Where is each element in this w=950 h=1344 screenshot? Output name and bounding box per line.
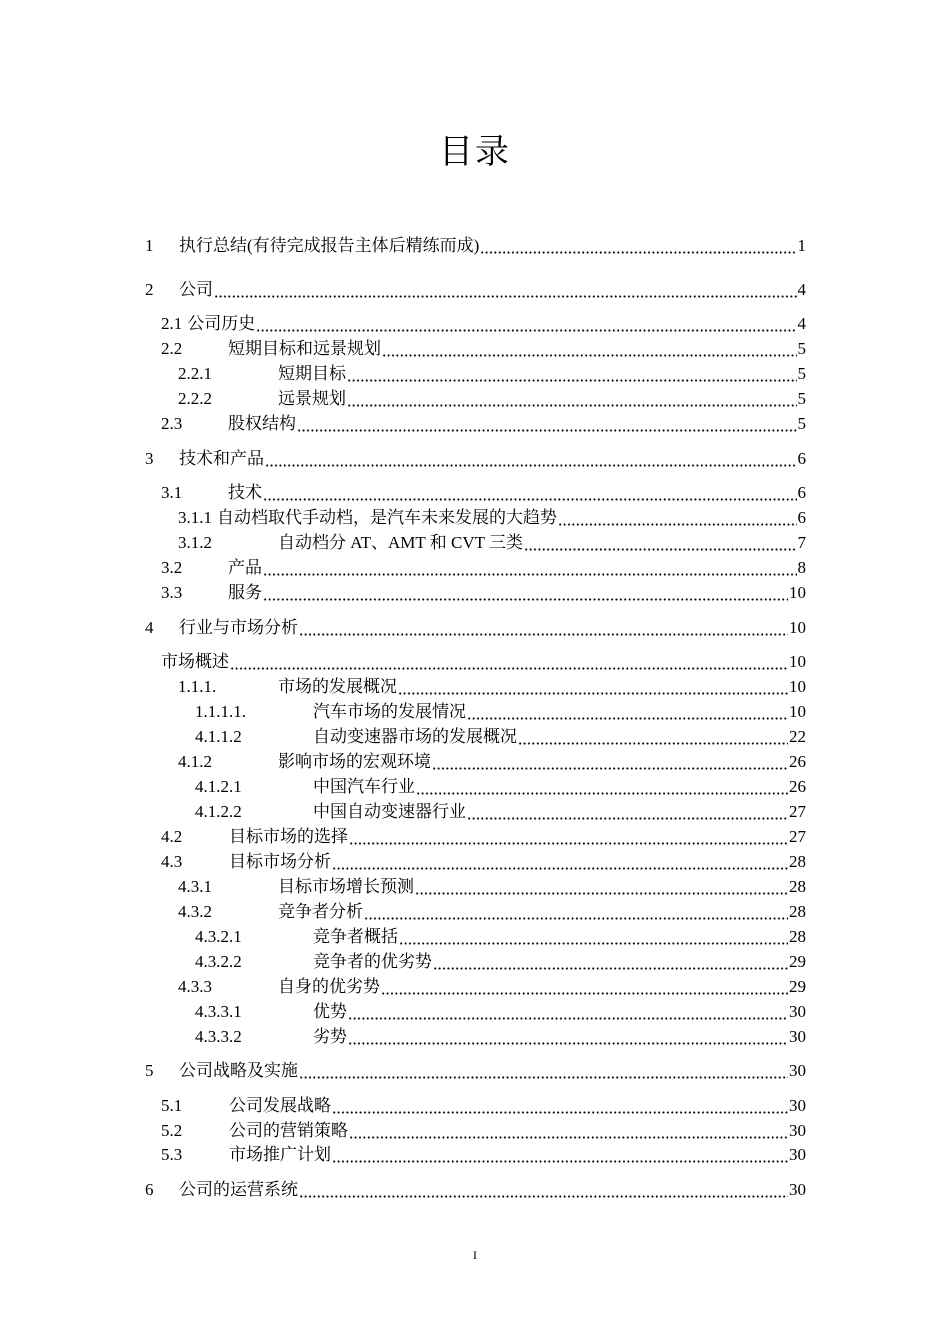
- toc-entry[interactable]: [145, 616, 806, 640]
- toc-entry-page: 26: [789, 777, 806, 796]
- toc-entry-title: 目标市场的选择: [229, 827, 348, 846]
- toc-entry-title: 竞争者的优劣势: [313, 952, 432, 971]
- toc-entry[interactable]: [145, 850, 806, 874]
- toc-entry[interactable]: [145, 775, 806, 799]
- toc-entry[interactable]: [145, 825, 806, 849]
- toc-entry-page: 1: [797, 236, 806, 255]
- toc-entry-number: 1.1.1.1.: [195, 702, 246, 721]
- toc-entry-page: 28: [789, 877, 806, 896]
- toc-entry-number: 2.2: [161, 339, 183, 358]
- toc-entry-page: 30: [789, 1061, 806, 1080]
- toc-entry-page: 7: [797, 533, 806, 552]
- toc-entry[interactable]: [145, 481, 806, 505]
- toc-entry-title: 中国自动变速器行业: [313, 802, 466, 821]
- dot-leader: [433, 950, 788, 970]
- toc-entry[interactable]: [145, 800, 806, 824]
- toc-entry-title: 市场概述: [161, 652, 229, 671]
- toc-entry[interactable]: [145, 1143, 806, 1167]
- toc-entry[interactable]: [145, 337, 806, 361]
- dot-leader: [230, 650, 788, 670]
- dot-leader: [214, 278, 797, 298]
- dot-leader: [467, 800, 788, 820]
- dot-leader: [348, 1025, 788, 1045]
- dot-leader: [467, 700, 788, 720]
- toc-entry-page: 30: [789, 1121, 806, 1140]
- toc-entry-page: 27: [789, 802, 806, 821]
- toc-entry-title: 自动档分 AT、AMT 和 CVT 三类: [278, 533, 523, 552]
- toc-entry-title: 竞争者概括: [313, 927, 398, 946]
- toc-entry-title: 自身的优劣势: [278, 977, 380, 996]
- toc-entry-title: 执行总结(有待完成报告主体后精练而成): [179, 236, 480, 255]
- toc-entry-number: 4.2: [161, 827, 183, 846]
- toc-entry-title: 公司发展战略: [229, 1096, 331, 1115]
- toc-entry-number: 2.2.1: [178, 364, 212, 383]
- toc-entry-number: 4.1.2.1: [195, 777, 242, 796]
- toc-entry-number: 3.1: [161, 483, 183, 502]
- toc-entry-page: 10: [789, 677, 806, 696]
- toc-entry-title: 公司历史: [187, 314, 256, 333]
- toc-entry-page: 28: [789, 902, 806, 921]
- toc-entry-number: 3: [145, 449, 154, 468]
- dot-leader: [299, 1059, 788, 1079]
- toc-entry-number: 2.1: [161, 314, 183, 333]
- toc-entry-title: 公司的运营系统: [179, 1180, 298, 1199]
- dot-leader: [349, 825, 788, 845]
- toc-entry[interactable]: [145, 234, 806, 258]
- toc-entry-page: 10: [789, 702, 806, 721]
- toc-entry-title: 技术: [228, 483, 262, 502]
- toc-entry[interactable]: [145, 506, 806, 530]
- toc-entry-title: 股权结构: [228, 414, 296, 433]
- toc-entry-page: 28: [789, 852, 806, 871]
- toc-entry-page: 5: [797, 389, 806, 408]
- toc-entry-number: 4.3.3: [178, 977, 212, 996]
- toc-entry[interactable]: [145, 531, 806, 555]
- toc-entry-page: 30: [789, 1145, 806, 1164]
- dot-leader: [364, 900, 788, 920]
- toc-entry-page: 10: [789, 583, 806, 602]
- toc-entry-number: 4.3.2.1: [195, 927, 242, 946]
- toc-entry-title: 中国汽车行业: [313, 777, 415, 796]
- dot-leader: [349, 1119, 788, 1139]
- toc-entry[interactable]: [145, 556, 806, 580]
- toc-entry[interactable]: [145, 581, 806, 605]
- toc-entry-page: 30: [789, 1027, 806, 1046]
- dot-leader: [332, 1094, 788, 1114]
- toc-entry-number: 5.1: [161, 1096, 183, 1115]
- toc-entry-title: 远景规划: [278, 389, 346, 408]
- toc-entry-title: 汽车市场的发展情况: [313, 702, 466, 721]
- dot-leader: [416, 775, 788, 795]
- dot-leader: [265, 447, 797, 467]
- toc-entry-number: 4.1.2: [178, 752, 212, 771]
- toc-entry-number: 4: [145, 618, 154, 637]
- dot-leader: [398, 675, 788, 695]
- dot-leader: [415, 875, 788, 895]
- toc-entry-number: 6: [145, 1180, 154, 1199]
- toc-entry-page: 10: [789, 652, 806, 671]
- dot-leader: [347, 362, 797, 382]
- toc-entry-title: 目标市场增长预测: [278, 877, 414, 896]
- dot-leader: [263, 481, 797, 501]
- dot-leader: [263, 581, 788, 601]
- toc-entry-number: 1.1.1.: [178, 677, 217, 696]
- toc-entry-page: 4: [797, 314, 806, 333]
- toc-entry-page: 27: [789, 827, 806, 846]
- toc-entry[interactable]: [145, 675, 806, 699]
- dot-leader: [299, 616, 788, 636]
- toc-entry[interactable]: [145, 875, 806, 899]
- dot-leader: [558, 506, 797, 526]
- toc-entry-title: 产品: [228, 558, 262, 577]
- toc-entry-title: 优势: [313, 1002, 347, 1021]
- toc-entry-number: 4.1.1.2: [195, 727, 242, 746]
- toc-entry-page: 6: [797, 508, 806, 527]
- dot-leader: [263, 556, 797, 576]
- dot-leader: [432, 750, 788, 770]
- toc-entry[interactable]: [145, 1119, 806, 1143]
- toc-entry-number: 4.3.3.2: [195, 1027, 242, 1046]
- toc-entry[interactable]: [145, 387, 806, 411]
- toc-entry-page: 28: [789, 927, 806, 946]
- toc-entry[interactable]: [145, 1000, 806, 1024]
- toc-entry-title: 劣势: [313, 1027, 347, 1046]
- toc-entry-title: 公司: [179, 280, 213, 299]
- toc-entry-number: 1: [145, 236, 154, 255]
- toc-entry[interactable]: [145, 1094, 806, 1118]
- toc-entry-page: 30: [789, 1002, 806, 1021]
- toc-entry-page: 22: [789, 727, 806, 746]
- toc-entry-title: 短期目标: [278, 364, 346, 383]
- toc-entry-title: 市场推广计划: [229, 1145, 331, 1164]
- toc-entry-title: 短期目标和远景规划: [228, 339, 381, 358]
- toc-entry[interactable]: [145, 950, 806, 974]
- dot-leader: [518, 725, 788, 745]
- toc-entry-title: 自动变速器市场的发展概况: [313, 727, 517, 746]
- toc-entry-title: 公司战略及实施: [179, 1061, 298, 1080]
- toc-entry-number: 4.1.2.2: [195, 802, 242, 821]
- toc-entry-number: 3.2: [161, 558, 183, 577]
- toc-entry-number: 3.1.1: [178, 508, 212, 527]
- toc-entry-page: 30: [789, 1180, 806, 1199]
- dot-leader: [399, 925, 788, 945]
- page-number: I: [473, 1248, 477, 1262]
- toc-entry-number: 4.3.1: [178, 877, 212, 896]
- toc-entry[interactable]: [145, 1025, 806, 1049]
- toc-entry-page: 6: [797, 483, 806, 502]
- page-title: 目录: [439, 134, 511, 171]
- toc-entry-page: 10: [789, 618, 806, 637]
- dot-leader: [332, 1143, 788, 1163]
- toc-entry[interactable]: [145, 1059, 806, 1083]
- toc-entry-title: 公司的营销策略: [229, 1121, 348, 1140]
- toc-entry-number: 3.3: [161, 583, 183, 602]
- toc-entry-title: 竞争者分析: [278, 902, 363, 921]
- toc-entry-page: 8: [797, 558, 806, 577]
- dot-leader: [524, 531, 797, 551]
- toc-entry-number: 4.3: [161, 852, 183, 871]
- dot-leader: [381, 975, 788, 995]
- toc-entry-number: 5.3: [161, 1145, 183, 1164]
- toc-entry-page: 4: [797, 280, 806, 299]
- toc-entry-page: 6: [797, 449, 806, 468]
- dot-leader: [348, 1000, 788, 1020]
- toc-entry-number: 2.2.2: [178, 389, 212, 408]
- toc-entry[interactable]: [145, 975, 806, 999]
- toc-entry-number: 4.3.3.1: [195, 1002, 242, 1021]
- toc-entry[interactable]: [145, 725, 806, 749]
- dot-leader: [382, 337, 797, 357]
- toc-entry[interactable]: [145, 900, 806, 924]
- toc-entry-page: 29: [789, 952, 806, 971]
- toc-entry-title: 技术和产品: [179, 449, 264, 468]
- toc-entry-page: 5: [797, 414, 806, 433]
- toc-entry-title: 自动档取代手动档，是汽车未来发展的大趋势: [217, 508, 557, 527]
- toc-entry-number: 5: [145, 1061, 154, 1080]
- toc-entry[interactable]: [145, 312, 806, 336]
- toc-entry-number: 3.1.2: [178, 533, 212, 552]
- toc-entry-title: 行业与市场分析: [179, 618, 298, 637]
- toc-entry[interactable]: [145, 700, 806, 724]
- toc-entry-number: 4.3.2: [178, 902, 212, 921]
- dot-leader: [480, 234, 796, 254]
- toc-entry-number: 2: [145, 280, 154, 299]
- toc-entry-title: 市场的发展概况: [278, 677, 397, 696]
- toc-entry[interactable]: [145, 1178, 806, 1202]
- toc-entry-number: 4.3.2.2: [195, 952, 242, 971]
- dot-leader: [299, 1178, 788, 1198]
- toc-entry-page: 5: [797, 339, 806, 358]
- dot-leader: [347, 387, 797, 407]
- toc-entry[interactable]: [145, 650, 806, 674]
- toc-entry[interactable]: [145, 925, 806, 949]
- toc-entry-page: 29: [789, 977, 806, 996]
- toc-entry[interactable]: [145, 278, 806, 302]
- dot-leader: [256, 312, 796, 332]
- toc-entry[interactable]: [145, 362, 806, 386]
- toc-entry-number: 2.3: [161, 414, 183, 433]
- toc-entry-number: 5.2: [161, 1121, 183, 1140]
- toc-entry-title: 服务: [228, 583, 262, 602]
- toc-entry[interactable]: [145, 447, 806, 471]
- toc-entry[interactable]: [145, 750, 806, 774]
- toc-entry-title: 影响市场的宏观环境: [278, 752, 431, 771]
- dot-leader: [297, 412, 797, 432]
- toc-entry[interactable]: [145, 412, 806, 436]
- toc-entry-page: 30: [789, 1096, 806, 1115]
- toc-entry-page: 26: [789, 752, 806, 771]
- toc-entry-page: 5: [797, 364, 806, 383]
- dot-leader: [332, 850, 788, 870]
- toc-entry-title: 目标市场分析: [229, 852, 331, 871]
